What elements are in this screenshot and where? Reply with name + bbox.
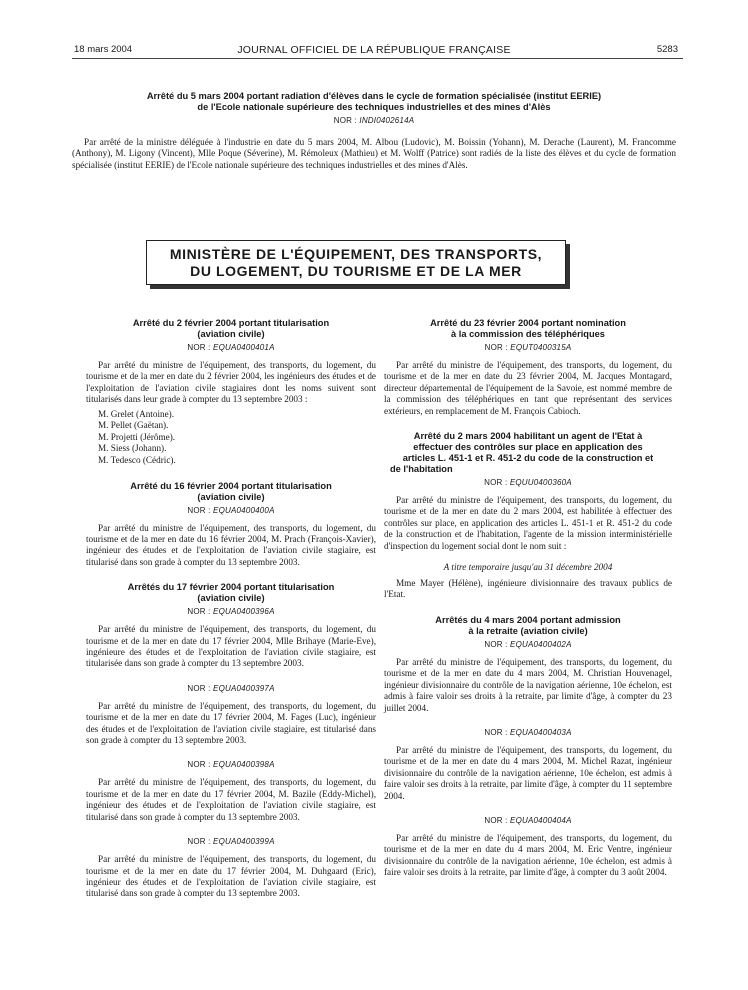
decree-body: Par arrêté du ministre de l'équipement, des transports, du logement, du tourisme et de la mer en date du 4 mars 2004, M. Christian Houvenagel, ingénieur divisionnaire du contrôle de la navigation aérienne, 10e échelon, est admis à faire valoir ses droits à la retraite, par limite d'âge, à compter du 23 juillet 2004. [384,656,672,713]
decree-section [86,481,376,569]
nor-reference [86,607,376,616]
ministry-name-line: DU LOGEMENT, DU TOURISME ET DE LA MER [190,262,522,279]
ministry-name-line: MINISTÈRE DE L'ÉQUIPEMENT, DES TRANSPORTS, [169,245,543,262]
decree-body: Par arrêté du ministre de l'équipement, des transports, du logement, du tourisme et de la mer en date du 4 mars 2004, M. Eric Ventre, ingénieur divisionnaire du contrôle de la navigation aérienne, 10e échelon, est admis à faire valoir ses droits à la retraite, par limite d'âge, à compter du 3 août 2004. [384,832,672,878]
nor-reference [86,684,376,693]
decree-title-line: à la commission des téléphériques [451,329,605,339]
decree-section [384,816,672,879]
decree-section [384,318,672,417]
ministry-banner [146,240,566,285]
nor-reference [384,478,672,487]
nor-reference [86,760,376,769]
decree-section [86,318,376,467]
list-item: M. Pellet (Gaëtan). [98,420,169,431]
decree-title-line: (aviation civile) [197,491,265,502]
decree-title [384,318,672,340]
nor-reference [384,343,672,352]
temporary-note: A titre temporaire jusqu'au 31 décembre 2004 [443,562,613,573]
decree-body: Par arrêté du ministre de l'équipement, des transports, du logement, du tourisme et de la mer en date du 16 février 2004, M. Prach (François-Xavier), ingénieur des études et de l'exploitation de l'aviation civile stagiaire, est titularisé dans son grade à compter du 13 septembre 2003. [86,522,376,567]
nor-reference [72,116,676,125]
decree-body: Par arrêté du ministre de l'équipement, des transports, du logement, du tourisme et de la mer en date du 17 février 2004, M. Fages (Luc), ingénieur des études et de l'exploitation de l'aviation civile stagiaire, est titularisé dans son grade à compter du 13 septembre 2003. [86,700,376,746]
nor-reference [384,640,672,649]
decree-title-line: Arrêtés du 17 février 2004 portant titularisation [127,582,335,593]
header-rule [72,58,683,59]
nor-reference [86,837,376,846]
nor-reference [86,343,376,352]
decree-title [72,91,676,113]
decree-title-line: Arrêté du 5 mars 2004 portant radiation d'élèves dans le cycle de formation spécialisée (institut EERIE) [146,91,602,101]
decree-title-line: Arrêté du 16 février 2004 portant titularisation [130,480,332,491]
decree-title-line: Arrêté du 23 février 2004 portant nomination [430,318,626,328]
nor-code: EQUA0400401A [213,343,275,352]
decree-title [384,615,672,637]
nor-code: EQUT0400315A [510,343,572,352]
nor-label: NOR : [187,683,211,693]
nor-code: EQUA0400396A [213,607,275,617]
decree-section [384,728,672,802]
decree-title-line: (aviation civile) [197,593,265,604]
decree-title-line: (aviation civile) [197,329,265,339]
decree-section [384,431,672,601]
nor-code: INDI0402614A [359,116,415,125]
decree-section [86,684,376,747]
list-item: M. Grelet (Antoine). [98,408,175,419]
name-list [86,409,376,467]
header-journal-title: JOURNAL OFFICIEL DE LA RÉPUBLIQUE FRANÇAISE [237,44,511,56]
nor-code: EQUA0400400A [213,505,275,515]
decree-title-line: de l'Ecole nationale supérieure des techniques industrielles et des mines d'Alès [197,102,551,112]
decree-title-line: Arrêté du 2 février 2004 portant titularisation [132,318,330,328]
nor-code: EQUA0400398A [213,760,275,770]
nor-label: NOR : [187,837,211,847]
nor-code: EQUA0400403A [510,727,572,737]
left-column [86,318,376,900]
nor-code: EQUA0400397A [213,683,275,693]
decree-title-line: effectuer des contrôles sur place en application des [413,442,643,453]
nor-label: NOR : [187,505,211,515]
nor-label: NOR : [187,760,211,770]
decree-body: Par arrêté du ministre de l'équipement, des transports, du logement, du tourisme et de la mer en date du 2 mars 2004, est habilitée à effectuer des contrôles sur place, en application des articles L. 451-1 et R. 451-2 du code de la construction et de l'habitation, l'agente de la mission interministérielle d'inspection du logement social dont le nom suit : [384,495,672,551]
nor-reference [384,728,672,737]
header-date: 18 mars 2004 [74,44,133,55]
decree-title-line: Arrêtés du 4 mars 2004 portant admission [435,614,621,625]
decree-body: Par arrêté du ministre de l'équipement, des transports, du logement, du tourisme et de la mer en date du 2 février 2004, les ingénieurs des études et de l'exploitation de l'aviation civile stagiaires dont les noms suivent sont titularisés dans leur grade à compter du 13 septembre 2003 : [86,360,376,405]
decree-title-line: à la retraite (aviation civile) [468,625,588,636]
nor-label: NOR : [484,343,508,352]
decree-section [86,837,376,900]
list-item: M. Tedesco (Cédric). [98,455,176,465]
decree-section [86,582,376,670]
nor-code: EQUA0400404A [510,815,572,825]
decree-title-line: Arrêté du 2 mars 2004 habilitant un agent de l'Etat à [413,431,643,442]
list-item: M. Projetti (Jérôme). [98,431,176,442]
decree-body: Par arrêté du ministre de l'équipement, des transports, du logement, du tourisme et de la mer en date du 4 mars 2004, M. Michel Razat, ingénieur divisionnaire du contrôle de la navigation aérienne, 10e échelon, est admis à faire valoir ses droits à la retraite, par limite d'âge, à compter du 11 septembre 2004. [384,744,672,801]
nor-label: NOR : [187,343,211,352]
nor-label: NOR : [484,727,508,737]
decree-body: Par arrêté du ministre de l'équipement, des transports, du logement, du tourisme et de la mer en date du 23 février 2004, M. Jacques Montagard, directeur départemental de l'équipement de la Savoie, est nommé membre de la commission des téléphériques en tant que représentant des services extérieurs, en remplacement de M. François Cabioch. [384,360,672,416]
nor-label: NOR : [484,815,508,825]
decree-section [86,760,376,823]
list-item: M. Siess (Johann). [98,443,167,454]
decree-body: Par arrêté du ministre de l'équipement, des transports, du logement, du tourisme et de la mer en date du 17 février 2004, Mlle Brihaye (Marie-Eve), ingénieure des études et de l'exploitation de l'aviation civile stagiaire, est titularisée dans son grade à compter du 13 septembre 2003. [86,624,376,669]
decree-title [86,582,376,604]
nor-label: NOR : [484,639,508,649]
decree-title [384,431,672,475]
nor-reference [384,816,672,825]
nor-code: EQUA0400402A [510,639,572,649]
decree-body: Par arrêté de la ministre déléguée à l'industrie en date du 5 mars 2004, M. Albou (Ludovic), M. Boissin (Yohann), M. Derache (Laurent), M. Francomme (Anthony), M. Ligony (Vincent), Mlle Poque (Séverine), M. Rémoleux (Mathieu) et M. Wolff (Patrice) sont radiés de la liste des élèves et du cycle de formation spécialisée (institut EERIE) de l'Ecole nationale supérieure des techniques industrielles et des mines d'Alès. [72,137,676,170]
nor-label: NOR : [484,478,508,488]
decree-title [86,318,376,340]
nor-label: NOR : [333,116,357,125]
right-column [384,318,672,879]
decree-title-line: de l'habitation [390,464,453,475]
header-page-number: 5283 [656,44,678,55]
nor-code: EQUU0400360A [509,478,572,488]
decree-title-line: articles L. 451-1 et R. 451-2 du code de la construction et [402,453,654,464]
nor-code: EQUA0400399A [213,837,275,847]
nor-reference [86,506,376,515]
decree-section [384,615,672,714]
decree-radiation-eerie [72,91,676,171]
decree-title [86,481,376,503]
nor-label: NOR : [187,607,211,617]
person-entry: Mme Mayer (Hélène), ingénieure divisionnaire des travaux publics de l'Etat. [384,578,672,600]
decree-body: Par arrêté du ministre de l'équipement, des transports, du logement, du tourisme et de la mer en date du 17 février 2004, M. Duhgaard (Eric), ingénieur des études et de l'exploitation de l'aviation civile stagiaire, est titularisé dans son grade à compter du 13 septembre 2003. [86,854,376,899]
decree-body: Par arrêté du ministre de l'équipement, des transports, du logement, du tourisme et de la mer en date du 17 février 2004, M. Bazile (Eddy-Michel), ingénieur des études et de l'exploitation de l'aviation civile stagiaire, est titularisé dans son grade à compter du 13 septembre 2003. [86,777,376,822]
